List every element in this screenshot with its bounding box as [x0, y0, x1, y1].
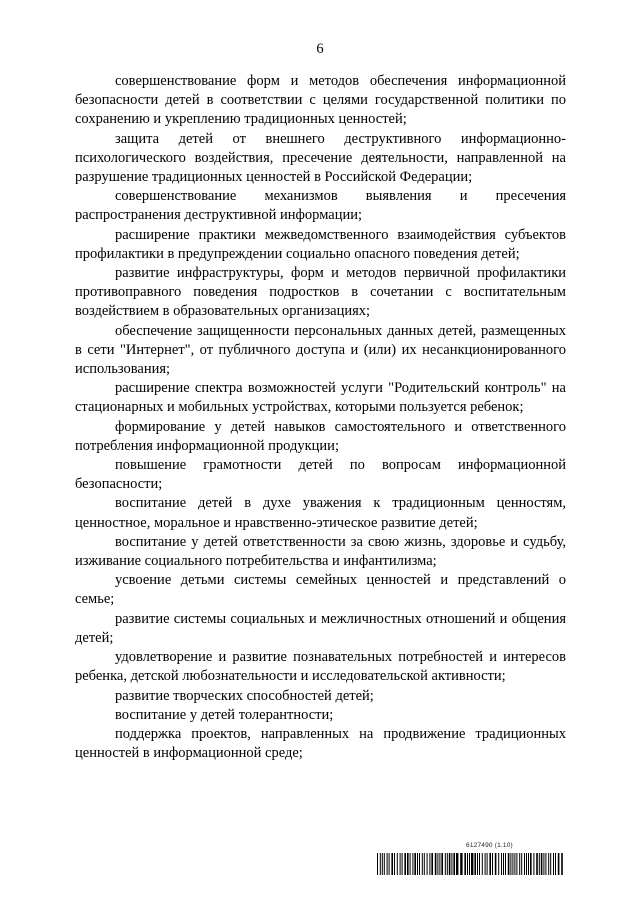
list-item: поддержка проектов, направленных на продвижение традиционных ценностей в информационной среде; — [75, 725, 566, 762]
list-item: совершенствование форм и методов обеспечения информационной безопасности детей в соответствии с целями государственной политики по сохранению и укреплению традиционных ценностей; — [75, 73, 566, 128]
list-item: расширение практики межведомственного взаимодействия субъектов профилактики в предупреждении социально опасного поведения детей; — [75, 226, 566, 262]
list-item: удовлетворение и развитие познавательных потребностей и интересов ребенка, детской любознательности и исследовательской активности; — [75, 649, 566, 685]
list-item: усвоение детьми системы семейных ценностей и представлений о семье; — [75, 572, 566, 608]
list-item: расширение спектра возможностей услуги "Родительский контроль" на стационарных и мобильных устройствах, которыми пользуется ребенок; — [75, 380, 566, 416]
list-item: повышение грамотности детей по вопросам информационной безопасности; — [75, 457, 566, 493]
list-item: воспитание у детей ответственности за свою жизнь, здоровье и судьбу, изживание социального потребительства и инфантилизма; — [75, 533, 566, 570]
page-number: 6 — [316, 41, 324, 57]
list-item: формирование у детей навыков самостоятельного и ответственного потребления информационной продукции; — [75, 418, 566, 454]
list-item: защита детей от внешнего деструктивного информационно-психологического воздействия, пресечение деятельности, направленной на разрушение традиционных ценностей в Российской Федерации; — [75, 130, 566, 186]
list-item: воспитание детей в духе уважения к традиционным ценностям, ценностное, моральное и нравственно-этическое развитие детей; — [75, 495, 566, 531]
list-item: развитие системы социальных и межличностных отношений и общения детей; — [75, 610, 566, 646]
list-item: развитие творческих способностей детей; — [115, 687, 374, 704]
barcode-image — [377, 853, 565, 875]
document-code: 6127490 (1.10) — [466, 842, 513, 849]
list-item: воспитание у детей толерантности; — [115, 706, 334, 723]
list-item: совершенствование механизмов выявления и пресечения распространения деструктивной информации; — [75, 188, 566, 224]
document-body — [75, 72, 566, 763]
list-item: развитие инфраструктуры, форм и методов первичной профилактики противоправного поведения подростков в сочетании с воспитательным воздействием в образовательных организациях; — [75, 265, 566, 320]
list-item: обеспечение защищенности персональных данных детей, размещенных в сети "Интернет", от публичного доступа и (или) их несанкционированного использования; — [75, 322, 566, 378]
